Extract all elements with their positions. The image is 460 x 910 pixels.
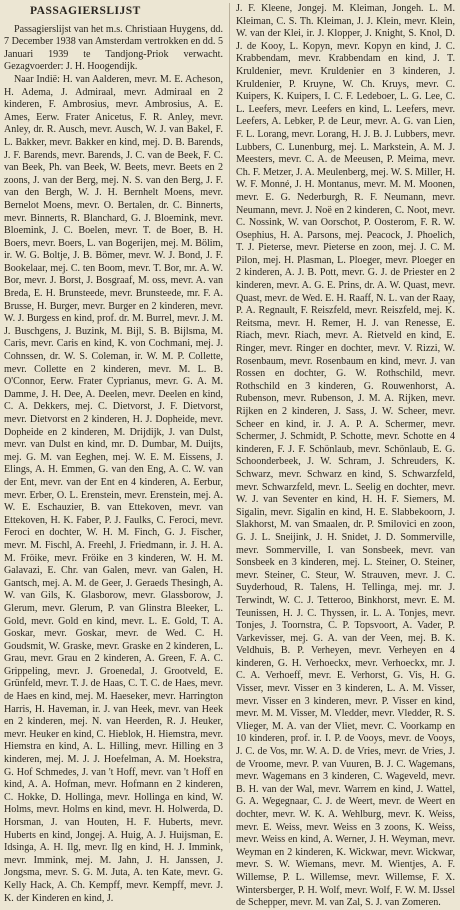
article-intro: Passagierslijst van het m.s. Christiaan Huygens, dd. 7 December 1938 van Amsterdam vertrokken en dd. 5 Januari 1939 te Tandjong-Priok verwacht. Gezagvoerder: J. H. Hoogendijk.	[4, 23, 223, 73]
column-right	[236, 3, 455, 909]
column-left	[4, 3, 223, 904]
column-divider	[229, 3, 230, 843]
text-columns	[4, 3, 455, 909]
article-title: PASSAGIERSLIJST	[30, 5, 141, 17]
passenger-list-part-1: Naar Indië: H. van Aalderen, mevr. M. E. Acheson, H. Adema, J. Admiraal, mevr. Admiraal en 2 kinderen, F. Ambrosius, mevr. Ambrosius, A. E. Ames, Eerw. Frater Anicetus, F. R. Anley, mevr. Anley, dr. R. Ausch, mevr. Ausch, W. J. van Bakel, F. L. Bakker, mevr. Bakker en kind, mej. D. B. Barends, J. F. Barends, mevr. Barends, J. C. van de Beek, F. C. van Beek, Ph. van Beek, W. Beets, mevr. Beets en 2 zoons, J. van der Berg, mej. N. S. van den Berg, J. F. van den Bergh, W. J. H. Bernhelt Moens, mevr. Bernelot Moens, mevr. O. Bertalen, dr. C. Binnerts, mevr. Binnerts, R. Blanchard, G. J. Bloemink, mevr. Bloemink, J. C. Boelen, mevr. T. de Boer, B. H. Boers, mevr. Boers, L. van Bogerijen, mej. M. Bölim, ir. W. G. Boltje, J. B. Bömer, mevr. W. J. Bond, J. F. Bookelaar, mej. C. ten Boom, mevr. T. Bor, mr. A. W. Bor, mevr. J. Borst, J. Bosgraaf, M. oss, mevr. A. van Breda, E. H. Brunsteede, mevr. Brunsteede, mr. F. A. Brusse, H. Burger, mevr. Burger en 2 kinderen, mevr. W. J. Burgess en kind, prof. dr. M. Burrel, mevr. J. M. J. Buschgens, J. Buzink, M. Bijl, S. B. Bijlsma, M. Caris, mevr. Caris en kind, K. von Cochmani, mej. J. Cohnssen, dr. W. S. Coleman, ir. W. M. P. Collette, mevr. Collette en 2 kinderen, mevr. M. L. B. O'Connor, Eerw. Frater Cyprianus, mevr. G. A. M. Damme, J. H. Dee, A. Deelen, mevr. Deelen en kind, C. A. Dekkers, mej. C. Dietvorst, J. F. Dietvorst, mevr. Dietvorst en 2 kinderen, H. J. Dopheide, mevr. Dopheide en 2 kinderen, M. Drijdijk, J. van Dulst, mevr. van Dulst en kind, mr. D. Dumbar, M. Duijts, mej. G. M. van Eeghen, mej. W. E. M. Eissens, J. Elings, A. H. Emmen, G. van den Eng, A. C. W. van der Ent, mevr. van der Ent en 4 kinderen, A. Eerbur, mevr. Erber, O. L. Erenstein, mevr. Erenstein, mej. A. W. E. Eschauzier, B. van Ettekoven, mevr. van Ettekoven, H. K. Faber, P. J. Faulks, C. Feroci, mevr. Feroci en dochter, W. H. M. Finch, G. J. Fischer, mevr. M. Fischl, A. Freehl, J. Friedmann, ir. J. H. A. M. Fröike, mevr. Fröike en 3 kinderen, W. H. M. Galavazi, E. Chr. van Galen, mevr. van Galen, H. Gantsch, mej. A. M. de Geer, J. Geraeds Thesingh, A. W. van Gils, K. Glasborow, mevr. Glassborow, J. Glerum, mevr. Glerum, P. van Glinstra Bleeker, L. Gold, mevr. Gold en kind, mevr. L. E. Gold, T. A. Goskar, mevr. Goskar, mevr. de Wed. C. H. Goudsmit, W. Graske, mevr. Graske en 2 kinderen, L. Grau, mevr. Grau en 2 kinderen, A. Green, F. A. C. Grippeling, mevr. J. Groenedal, J. Grootveld, E. Grünfeld, mevr. T. J. de Haas, C. T. C. de Haes, mevr. de Haes en kind, mej. M. Haeseker, mevr. Harrington Harris, H. Haveman, ir. J. van Heek, mevr. van Heek en 2 kinderen, mej. N. van Heerden, R. J. Heuker, mevr. Heuker en kind, C. Hieblok, H. Hiemstra, mevr. Hiemstra en kind, A. L. Hilling, mevr. Hilling en 3 kinderen, mej. M. J. J. Hoefelman, A. M. Hoekstra, G. Hof Schmedes, J. van 't Hoff, mevr. van 't Hoff en kind, A. A. Hofman, mevr. Hofmann en 2 kinderen, C. Hokke, D. Hollinga, mevr. Hollinga en kind, W. Holms, mevr. Holms en kind, mevr. H. Holwerda, D. Horsman, J. van Houten, H. F. Huberts, mevr. Huberts en kind, Jongej. A. Huig, A. J. Huijsman, E. Idsinga, A. H. Ilg, mevr. Ilg en kind, H. J. Immink, mevr. Immink, mej. M. Jahn, J. H. Janssen, J. Jongsma, mevr. S. G. M. Juta, A. ten Kate, mevr. G. Kelly Hack, A. Ch. Kempff, mevr. Kempff, mevr. J. K. der Kinderen en kind, J.	[4, 73, 223, 904]
passenger-list-part-2: J. F. Kleene, Jongej. M. Kleiman, Jongeh. L. M. Kleiman, C. S. Th. Kleiman, J. J. Klein, mevr. Klein, W. van der Klei, ir. J. Klopper, J. Knight, S. Knol, D. J. de Kooy, L. Kopyn, mevr. Kopyn en kind, J. C. Krabbendam, mevr. Krabbendam en kind, J. T. Kruldenier, mevr. Kruldenier en 3 kinderen, J. Kruldenier, P. Kruyne, W. Ch. Kruys, mevr. C. Kuipers, K. Kuipers, I. C. F. Ledeboer, L. G. Lee, C. L. Leefers, mevr. Leefers en kind, L. Leefers, mevr. Leefers, A. Lebker, P. de Leur, mevr. A. G. van Lien, F. L. Lorang, mevr. Lorang, H. J. B. J. Lubbers, mevr. Lubbers, C. Lunenburg, mej. L. Markstein, A. M. J. Meesters, mevr. C. A. de Meeusen, P. Meima, mevr. Ch. F. Metzer, J. A. Meulenberg, mej. W. S. Miller, H. W. F. Monné, J. H. Montanus, mevr. M. M. Moonen, mevr. E. G. Nederburgh, R. F. Neumann, mevr. Neumann, mevr. J. Noë en 2 kinderen, C. Noot, mevr. C. Nossink, W. van Oorschot, P. Oosterom, F. R. W. Osephius, H. A. Parsons, mej. Peacock, J. Phoelich, T. J. Pieterse, mevr. Pieterse en zoon, mej. J. C. M. Pilon, mej. H. Plasman, L. Ploeger, mevr. Ploeger en 2 kinderen, A. J. B. Pott, mevr. G. J. de Priester en 2 kinderen, mevr. A. G. E. Prins, dr. A. W. Quast, mevr. Quast, mevr. de Wed. E. H. Raaff, N. L. van der Raay, P. A. Regnault, F. Reiszfeld, mevr. Reiszfeld, mej. K. Reitsma, mevr. H. Remer, H. J. van Renesse, E. Riach, mevr. Riach, mevr. A. Rietveld en kind, E. Ringer, mevr. Ringer en dochter, mevr. V. Rizzi, W. Rosenbaum, mevr. Rosenbaum en kind, mevr. J. van Rossen en dochter, G. W. Rothschild, mevr. Rothschild en 3 kinderen, G. Rouwenhorst, A. Rubenson, mevr. Rubenson, J. M. A. Rijken, mevr. Rijken en 2 kinderen, J. Sass, J. W. Scheer, mevr. Scheer en kind, ir. J. A. P. A. Schermer, mevr. Schermer, J. Schmidt, P. Schotte, mevr. Schotte en 4 kinderen, F. J. F. Schönlaub, mevr. Schönlaub, E. G. Schoonderbeek, J. W. Schram, J. Schreuders, K. Schwarz, mevr. Schwarz en kind, S. Schwarzfeld, mevr. Schwarzfeld, mevr. L. Seelig en dochter, mevr. W. J. van Seventer en kind, H. H. F. Siemers, M. Sigalin, mevr. Sigalin en kind, H. E. Slabbekoorn, J. Slakhorst, M. van Smaalen, dr. P. Smilovici en zoon, G. J. L. Sneijink, J. H. Snidet, J. D. Sommerville, mevr. Sommerville, I. van Sonsbeek, mevr. van Sonsbeek en 3 kinderen, mej. L. Steiner, O. Steiner, mevr. Steiner, C. Steur, W. Strauven, mevr. J. C. Suyderhoud, R. Talens, H. Tellinga, mej. mr. J. Terwindt, W. C. J. Tetteroo, Binkhorst, mevr. E. M. Teunissen, H. J. C. Thyssen, ir. L. A. Tonjes, mevr. Tonjes, J. Toornstra, C. P. Topsvoort, A. Vader, P. Varkevisser, mej. G. A. van der Veen, mej. B. K. Veldhuis, B. P. Verheyen, mevr. Verheyen en 4 kinderen, G. H. Verhoeckx, mevr. Verhoeckx, mr. J. C. A. Verhoeff, mevr. E. Verhorst, G. Vis, H. G. Visser, mevr. Visser en 3 kinderen, L. A. M. Visser, mevr. Visser en 3 kinderen, mevr. P. Visser en kind, mevr. M. M. Visser, M. Vledder, mevr. Vledder, R. S. Vlieger, M. A. van der Vliet, mevr. C. Voorkamp en 10 kinderen, prof. ir. I. P. de Vooys, mevr. de Vooys, J. C. de Vos, mr. W. A. D. de Vries, mevr. de Vries, J. de Vroome, mevr. P. van Vuuren, B. J. C. Wagemans, mevr. Wagemans en 3 kinderen, C. Wageveld, mevr. B. H. van der Wal, mevr. Warrem en kind, J. Wattel, G. A. Wegegnaar, C. J. de Weert, mevr. de Weert en dochter, mevr. W. K. A. Wehlburg, mevr. K. Weiss, mevr. E. Weiss, mevr. Weiss en 3 zoons, K. Weiss, mevr. Weiss en kind, A. Werner, J. H. Weyman, mevr. Weyman en 2 kinderen, K. Wickwar, mevr. Wickwar, mevr. S. W. Wiemans, mevr. M. Wientjes, A. F. Willemse, P. L. Willemse, mevr. Willemse, F. X. Wintersberger, P. H. Wolf, mevr. Wolf, F. W. M. IJssel de Schepper, mevr. M. van Zal, S. J. van Zomeren.	[236, 3, 455, 909]
